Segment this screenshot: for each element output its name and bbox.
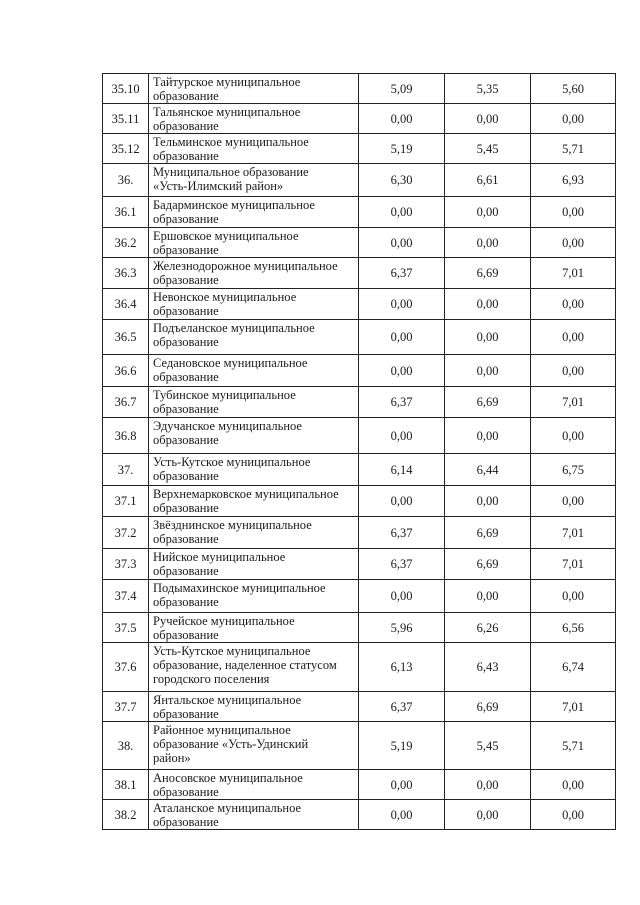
municipality-name-line: Тельминское муниципальное <box>153 135 309 149</box>
rate-value-3: 6,74 <box>531 643 616 692</box>
table-row <box>103 258 616 289</box>
municipality-name-line: Нийское муниципальное <box>153 550 286 564</box>
row-number: 37.7 <box>103 692 149 722</box>
rate-value-2: 0,00 <box>445 770 531 800</box>
row-number: 35.10 <box>103 74 149 104</box>
rate-value-3: 5,71 <box>531 722 616 770</box>
municipality-name-line: «Усть-Илимский район» <box>153 179 284 193</box>
rate-value-2: 0,00 <box>445 320 531 355</box>
municipality-name-line: Звёзднинское муниципальное <box>153 518 312 532</box>
municipality-name-line: образование <box>153 433 219 447</box>
rate-value-2: 5,45 <box>445 722 531 770</box>
municipality-name <box>149 770 359 800</box>
municipality-name <box>149 134 359 164</box>
row-number: 37.6 <box>103 643 149 692</box>
table-row <box>103 387 616 418</box>
municipality-name-line: Районное муниципальное <box>153 723 291 737</box>
municipality-name-line: образование <box>153 815 219 829</box>
municipality-name-line: образование <box>153 243 219 257</box>
table-row <box>103 722 616 770</box>
row-number: 36.4 <box>103 289 149 320</box>
municipality-name <box>149 74 359 104</box>
rate-value-3: 6,56 <box>531 613 616 643</box>
rate-value-2: 6,69 <box>445 517 531 549</box>
municipality-name-line: Невонское муниципальное <box>153 290 297 304</box>
row-number: 37. <box>103 454 149 486</box>
municipality-name <box>149 355 359 387</box>
municipality-name-line: Усть-Кутское муниципальное <box>153 644 311 658</box>
rate-value-3: 0,00 <box>531 104 616 134</box>
rate-value-2: 0,00 <box>445 486 531 517</box>
municipality-name-line: Верхнемарковское муниципальное <box>153 487 339 501</box>
municipality-name-line: образование <box>153 402 219 416</box>
rate-value-2: 0,00 <box>445 418 531 454</box>
row-number: 36.3 <box>103 258 149 289</box>
rate-value-2: 6,69 <box>445 549 531 580</box>
rate-value-3: 5,60 <box>531 74 616 104</box>
rate-value-1: 6,37 <box>359 692 445 722</box>
municipality-name <box>149 800 359 830</box>
table-row <box>103 289 616 320</box>
municipality-name-line: Тайтурское муниципальное <box>153 75 301 89</box>
rate-value-3: 5,71 <box>531 134 616 164</box>
row-number: 38.1 <box>103 770 149 800</box>
row-number: 36.5 <box>103 320 149 355</box>
municipality-name-line: Ручейское муниципальное <box>153 614 295 628</box>
rate-value-1: 0,00 <box>359 289 445 320</box>
table-row <box>103 74 616 104</box>
rate-value-1: 5,19 <box>359 722 445 770</box>
rate-value-1: 0,00 <box>359 228 445 258</box>
municipality-name <box>149 320 359 355</box>
row-number: 37.3 <box>103 549 149 580</box>
municipality-name-line: Эдучанское муниципальное <box>153 419 302 433</box>
municipality-name <box>149 722 359 770</box>
municipality-name <box>149 164 359 197</box>
rate-value-3: 0,00 <box>531 289 616 320</box>
municipality-name-line: образование <box>153 595 219 609</box>
rate-value-1: 0,00 <box>359 104 445 134</box>
table-row <box>103 197 616 228</box>
row-number: 38. <box>103 722 149 770</box>
table-row <box>103 549 616 580</box>
row-number: 36.1 <box>103 197 149 228</box>
municipality-name-line: образование <box>153 273 219 287</box>
table-row <box>103 692 616 722</box>
rate-value-2: 5,45 <box>445 134 531 164</box>
municipality-name <box>149 613 359 643</box>
municipality-name-line: образование <box>153 501 219 515</box>
municipality-name-line: район» <box>153 751 191 765</box>
municipality-name-line: образование <box>153 785 219 799</box>
municipality-name-line: образование <box>153 119 219 133</box>
municipality-name-line: Аталанское муниципальное <box>153 801 302 815</box>
municipality-name <box>149 580 359 613</box>
row-number: 37.1 <box>103 486 149 517</box>
municipality-name-line: Бадарминское муниципальное <box>153 198 315 212</box>
municipality-name <box>149 387 359 418</box>
rate-value-2: 6,43 <box>445 643 531 692</box>
rate-value-3: 7,01 <box>531 258 616 289</box>
municipality-name-line: образование <box>153 304 219 318</box>
row-number: 35.12 <box>103 134 149 164</box>
rate-value-1: 6,37 <box>359 387 445 418</box>
rate-value-2: 0,00 <box>445 228 531 258</box>
row-number: 36. <box>103 164 149 197</box>
row-number: 36.2 <box>103 228 149 258</box>
municipality-name <box>149 197 359 228</box>
rate-value-2: 5,35 <box>445 74 531 104</box>
municipality-name-line: Янтальское муниципальное <box>153 693 302 707</box>
rate-value-3: 7,01 <box>531 387 616 418</box>
municipality-name-line: Железнодорожное муниципальное <box>153 259 338 273</box>
table-row <box>103 613 616 643</box>
rate-value-2: 0,00 <box>445 197 531 228</box>
row-number: 37.5 <box>103 613 149 643</box>
rate-value-2: 6,26 <box>445 613 531 643</box>
municipality-name-line: образование <box>153 335 219 349</box>
table-row <box>103 486 616 517</box>
rate-value-2: 6,69 <box>445 387 531 418</box>
rate-value-2: 0,00 <box>445 580 531 613</box>
rate-value-3: 0,00 <box>531 418 616 454</box>
municipality-name <box>149 692 359 722</box>
table-row <box>103 355 616 387</box>
rate-value-3: 7,01 <box>531 692 616 722</box>
rate-value-3: 7,01 <box>531 549 616 580</box>
rate-value-1: 0,00 <box>359 355 445 387</box>
rate-value-2: 6,44 <box>445 454 531 486</box>
table-body <box>103 74 616 830</box>
municipality-name-line: образование <box>153 469 219 483</box>
municipality-name-line: образование «Усть-Удинский <box>153 737 309 751</box>
table-row <box>103 517 616 549</box>
row-number: 35.11 <box>103 104 149 134</box>
table-row <box>103 164 616 197</box>
table-row <box>103 104 616 134</box>
row-number: 36.8 <box>103 418 149 454</box>
rate-value-1: 0,00 <box>359 418 445 454</box>
municipality-name-line: Ершовское муниципальное <box>153 229 299 243</box>
rate-value-2: 6,61 <box>445 164 531 197</box>
row-number: 38.2 <box>103 800 149 830</box>
municipality-name <box>149 289 359 320</box>
municipality-name-line: Усть-Кутское муниципальное <box>153 455 311 469</box>
table-row <box>103 643 616 692</box>
municipality-name-line: образование <box>153 212 219 226</box>
rate-value-1: 0,00 <box>359 770 445 800</box>
municipality-name <box>149 517 359 549</box>
rate-value-3: 0,00 <box>531 770 616 800</box>
municipality-name-line: Подъеланское муниципальное <box>153 321 315 335</box>
municipality-name-line: образование <box>153 370 219 384</box>
municipality-name <box>149 258 359 289</box>
municipality-name-line: Тубинское муниципальное <box>153 388 296 402</box>
table-row <box>103 418 616 454</box>
municipality-name-line: Седановское муниципальное <box>153 356 308 370</box>
rate-value-3: 0,00 <box>531 320 616 355</box>
table-row <box>103 134 616 164</box>
rate-value-3: 0,00 <box>531 228 616 258</box>
municipality-name <box>149 454 359 486</box>
rate-value-3: 0,00 <box>531 580 616 613</box>
municipality-name <box>149 228 359 258</box>
table-row <box>103 454 616 486</box>
municipality-name <box>149 486 359 517</box>
rate-value-3: 6,93 <box>531 164 616 197</box>
rate-value-1: 6,13 <box>359 643 445 692</box>
row-number: 36.6 <box>103 355 149 387</box>
rate-value-2: 6,69 <box>445 692 531 722</box>
municipality-name-line: Подымахинское муниципальное <box>153 581 326 595</box>
municipality-name <box>149 549 359 580</box>
rate-value-3: 0,00 <box>531 355 616 387</box>
rate-value-2: 0,00 <box>445 104 531 134</box>
municipality-name-line: Тальянское муниципальное <box>153 105 301 119</box>
table-row <box>103 770 616 800</box>
municipality-name-line: образование, наделенное статусом <box>153 658 337 672</box>
rate-value-1: 6,37 <box>359 549 445 580</box>
municipality-name-line: городского поселения <box>153 672 270 686</box>
rate-value-2: 0,00 <box>445 289 531 320</box>
municipality-name <box>149 418 359 454</box>
rate-value-1: 5,09 <box>359 74 445 104</box>
municipality-name <box>149 643 359 692</box>
row-number: 37.2 <box>103 517 149 549</box>
rate-value-1: 0,00 <box>359 486 445 517</box>
row-number: 37.4 <box>103 580 149 613</box>
rate-value-1: 6,37 <box>359 258 445 289</box>
rate-value-1: 0,00 <box>359 800 445 830</box>
municipality-name-line: образование <box>153 149 219 163</box>
rate-value-2: 0,00 <box>445 800 531 830</box>
rate-value-3: 6,75 <box>531 454 616 486</box>
rate-value-3: 0,00 <box>531 800 616 830</box>
municipality-name-line: образование <box>153 532 219 546</box>
row-number: 36.7 <box>103 387 149 418</box>
rate-value-3: 0,00 <box>531 197 616 228</box>
rate-value-2: 6,69 <box>445 258 531 289</box>
table-row <box>103 580 616 613</box>
rate-value-1: 5,19 <box>359 134 445 164</box>
municipality-name-line: образование <box>153 707 219 721</box>
municipality-name <box>149 104 359 134</box>
rate-value-1: 0,00 <box>359 320 445 355</box>
municipal-rates-table <box>102 73 616 830</box>
rate-value-1: 6,30 <box>359 164 445 197</box>
rate-value-2: 0,00 <box>445 355 531 387</box>
municipality-name-line: Аносовское муниципальное <box>153 771 303 785</box>
rate-value-1: 6,14 <box>359 454 445 486</box>
table-row <box>103 800 616 830</box>
rate-value-1: 0,00 <box>359 197 445 228</box>
table-row <box>103 320 616 355</box>
rate-value-3: 0,00 <box>531 486 616 517</box>
rate-value-1: 6,37 <box>359 517 445 549</box>
rate-value-1: 5,96 <box>359 613 445 643</box>
municipality-name-line: образование <box>153 564 219 578</box>
table-row <box>103 228 616 258</box>
rate-value-3: 7,01 <box>531 517 616 549</box>
rate-value-1: 0,00 <box>359 580 445 613</box>
municipality-name-line: образование <box>153 628 219 642</box>
municipality-name-line: Муниципальное образование <box>153 165 309 179</box>
municipality-name-line: образование <box>153 89 219 103</box>
